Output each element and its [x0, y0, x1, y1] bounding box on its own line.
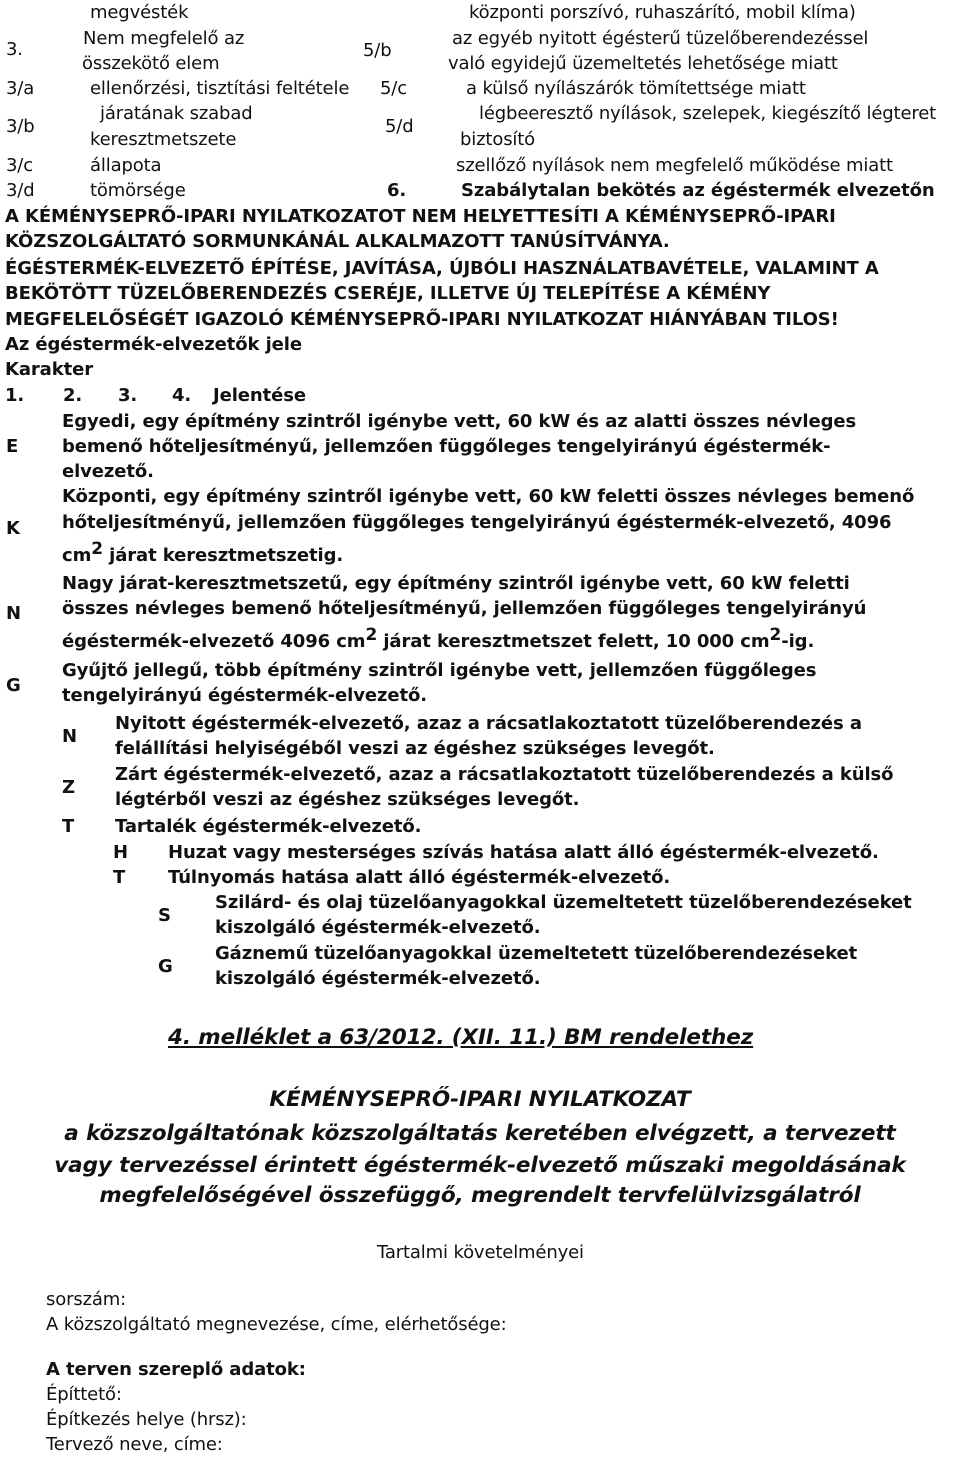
col-header-2: 2. [63, 385, 83, 406]
legend-code: S [158, 905, 171, 926]
legend-code: Z [62, 777, 75, 798]
notice-line: KÖZSZOLGÁLTATÓ SORMUNKÁNÁL ALKALMAZOTT TANÚSÍTVÁNYA. [5, 231, 670, 252]
legend-code: G [158, 956, 173, 977]
col-header-4: 4. [172, 385, 192, 406]
legend-code: T [113, 867, 126, 888]
legend-text: égéstermék-elvezető 4096 cm2 járat keresztmetszet felett, 10 000 cm2-ig. [62, 625, 815, 652]
legend-text: Tartalék égéstermék-elvezető. [115, 816, 422, 837]
row-number: 3/d [6, 180, 35, 201]
plan-data-label: A terven szereplő adatok: [46, 1359, 306, 1380]
legend-text: cm2 járat keresztmetszetig. [62, 539, 344, 566]
legend-code: G [6, 675, 21, 696]
table-code: 6. [387, 180, 407, 201]
legend-text: tengelyirányú égéstermék-elvezető. [62, 685, 427, 706]
legend-text: kiszolgáló égéstermék-elvezető. [215, 968, 541, 989]
content-requirements: Tartalmi követelményei [377, 1242, 584, 1263]
declaration-subtitle: a közszolgáltatónak közszolgáltatás keretében elvégzett, a tervezett [64, 1121, 896, 1146]
legend-text: összes névleges bemenő hőteljesítményű, jellemzően függőleges tengelyirányú [62, 598, 867, 619]
legend-text: Egyedi, egy építmény szintről igénybe vett, 60 kW és az alatti összes névleges [62, 411, 857, 432]
legend-text: felállítási helyiségéből veszi az égéshez szükséges levegőt. [115, 738, 715, 759]
col-header-meaning: Jelentése [213, 385, 306, 406]
table-cell: központi porszívó, ruhaszárító, mobil klíma) [469, 2, 856, 23]
declaration-title: KÉMÉNYSEPRŐ-IPARI NYILATKOZAT [269, 1087, 691, 1112]
notice-line: A KÉMÉNYSEPRŐ-IPARI NYILATKOZATOT NEM HELYETTESÍTI A KÉMÉNYSEPRŐ-IPARI [5, 206, 836, 227]
row-number: 3/b [6, 116, 35, 137]
legend-code: T [62, 816, 75, 837]
annex-heading: 4. melléklet a 63/2012. (XII. 11.) BM rendelethez [168, 1025, 754, 1050]
legend-text: elvezető. [62, 461, 154, 482]
legend-text: Huzat vagy mesterséges szívás hatása alatt álló égéstermék-elvezető. [168, 842, 879, 863]
col-header-1: 1. [5, 385, 25, 406]
table-cell: összekötő elem [82, 53, 220, 74]
legend-code: H [113, 842, 128, 863]
designer-label: Tervező neve, címe: [46, 1434, 223, 1455]
table-cell: megvésték [90, 2, 189, 23]
table-cell: szellőző nyílások nem megfelelő működése miatt [456, 155, 893, 176]
legend-code: E [6, 436, 19, 457]
legend-code: N [6, 603, 21, 624]
legend-text: légtérből veszi az égéshez szükséges levegőt. [115, 789, 580, 810]
table-cell: ellenőrzési, tisztítási feltétele [90, 78, 350, 99]
table-code: 5/b [363, 40, 392, 61]
table-cell: való egyidejű üzemeltetés lehetősége miatt [448, 53, 838, 74]
table-cell: Szabálytalan bekötés az égéstermék elvezetőn [461, 180, 935, 201]
site-label: Építkezés helye (hrsz): [46, 1409, 247, 1430]
row-number: 3/c [6, 155, 33, 176]
notice-line: BEKÖTÖTT TÜZELŐBERENDEZÉS CSERÉJE, ILLETVE ÚJ TELEPÍTÉSE A KÉMÉNY [5, 283, 771, 304]
legend-text: hőteljesítményű, jellemzően függőleges tengelyirányú égéstermék-elvezető, 4096 [62, 512, 892, 533]
table-cell: járatának szabad [100, 103, 253, 124]
legend-karakter: Karakter [5, 359, 93, 380]
table-cell: a külső nyílászárók tömítettsége miatt [466, 78, 806, 99]
table-cell: légbeeresztő nyílások, szelepek, kiegészítő légteret [479, 103, 937, 124]
legend-text: Gáznemű tüzelőanyagokkal üzemeltetett tüzelőberendezéseket [215, 943, 858, 964]
table-cell: Nem megfelelő az [83, 28, 245, 49]
legend-text: Zárt égéstermék-elvezető, azaz a rácsatlakoztatott tüzelőberendezés a külső [115, 764, 894, 785]
legend-text: Központi, egy építmény szintről igénybe vett, 60 kW feletti összes névleges bemenő [62, 486, 915, 507]
provider-label: A közszolgáltató megnevezése, címe, elérhetősége: [46, 1314, 507, 1335]
table-cell: keresztmetszete [90, 129, 237, 150]
legend-title: Az égéstermék-elvezetők jele [5, 334, 302, 355]
col-header-3: 3. [118, 385, 138, 406]
table-cell: biztosító [460, 129, 536, 150]
serial-number-label: sorszám: [46, 1289, 127, 1310]
notice-line: MEGFELELŐSÉGÉT IGAZOLÓ KÉMÉNYSEPRŐ-IPARI NYILATKOZAT HIÁNYÁBAN TILOS! [5, 309, 839, 330]
legend-code: N [62, 726, 77, 747]
legend-text: Nyitott égéstermék-elvezető, azaz a rácsatlakoztatott tüzelőberendezés a [115, 713, 862, 734]
table-code: 5/c [380, 78, 407, 99]
client-label: Építtető: [46, 1384, 122, 1405]
legend-text: bemenő hőteljesítményű, jellemzően függőleges tengelyirányú égéstermék- [62, 436, 831, 457]
table-code: 5/d [385, 116, 414, 137]
legend-text: Túlnyomás hatása alatt álló égéstermék-elvezető. [168, 867, 671, 888]
row-number: 3/a [6, 78, 35, 99]
table-cell: tömörsége [90, 180, 186, 201]
notice-line: ÉGÉSTERMÉK-ELVEZETŐ ÉPÍTÉSE, JAVÍTÁSA, ÚJBÓLI HASZNÁLATBAVÉTELE, VALAMINT A [5, 258, 879, 279]
declaration-subtitle: megfelelőségével összefüggő, megrendelt tervfelülvizsgálatról [99, 1183, 861, 1208]
legend-text: Gyűjtő jellegű, több építmény szintről igénybe vett, jellemzően függőleges [62, 660, 817, 681]
legend-text: Nagy járat-keresztmetszetű, egy építmény szintről igénybe vett, 60 kW feletti [62, 573, 850, 594]
table-cell: az egyéb nyitott égésterű tüzelőberendezéssel [452, 28, 869, 49]
declaration-subtitle: vagy tervezéssel érintett égéstermék-elvezető műszaki megoldásának [54, 1153, 906, 1178]
row-number: 3. [6, 39, 23, 60]
legend-code: K [6, 518, 20, 539]
legend-text: Szilárd- és olaj tüzelőanyagokkal üzemeltetett tüzelőberendezéseket [215, 892, 912, 913]
legend-text: kiszolgáló égéstermék-elvezető. [215, 917, 541, 938]
table-cell: állapota [90, 155, 162, 176]
